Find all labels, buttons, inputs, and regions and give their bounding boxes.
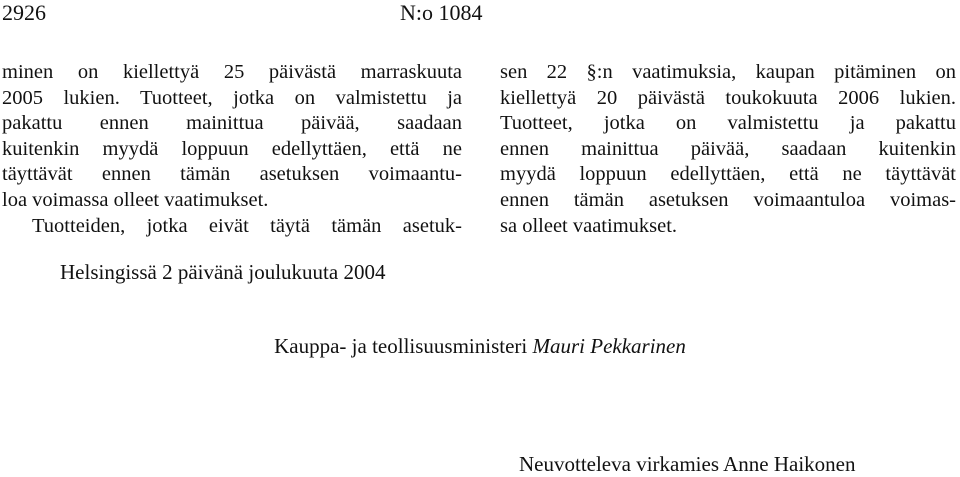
left-text-column bbox=[2, 60, 462, 239]
page-number: 2926 bbox=[2, 0, 46, 25]
minister-name: Mauri Pekkarinen bbox=[532, 334, 686, 358]
text-line: sen 22 §:n vaatimuksia, kaupan pitäminen on bbox=[500, 61, 956, 83]
text-line: ennen tämän asetuksen voimaantuloa voimas- bbox=[500, 188, 956, 211]
text-line: loa voimassa olleet vaatimukset. bbox=[2, 188, 269, 211]
issue-number: N:o 1084 bbox=[400, 0, 483, 25]
text-line: kuitenkin myydä loppuun edellyttäen, että ne bbox=[2, 137, 462, 160]
minister-title: Kauppa- ja teollisuusministeri bbox=[274, 334, 528, 358]
place-and-date: Helsingissä 2 päivänä joulukuuta 2004 bbox=[60, 260, 386, 284]
text-line: Tuotteet, jotka on valmistettu ja pakattu bbox=[500, 112, 956, 135]
text-line: minen on kiellettyä 25 päivästä marraskuuta bbox=[2, 61, 462, 83]
text-line: kiellettyä 20 päivästä toukokuuta 2006 lukien. bbox=[500, 86, 956, 109]
text-line: ennen mainittua päivää, saadaan kuitenkin bbox=[500, 137, 956, 160]
text-line: Tuotteiden, jotka eivät täytä tämän asetuk- bbox=[32, 214, 462, 237]
minister-signature bbox=[0, 333, 960, 359]
right-text-column bbox=[500, 60, 956, 239]
text-line: sa olleet vaatimukset. bbox=[500, 214, 678, 237]
text-line: myydä loppuun edellyttäen, että ne täyttävät bbox=[500, 163, 956, 186]
text-line: 2005 lukien. Tuotteet, jotka on valmistettu ja bbox=[2, 86, 462, 109]
official-signature: Neuvotteleva virkamies Anne Haikonen bbox=[519, 452, 856, 476]
text-line: pakattu ennen mainittua päivää, saadaan bbox=[2, 112, 462, 135]
text-line: täyttävät ennen tämän asetuksen voimaantu- bbox=[2, 163, 462, 186]
